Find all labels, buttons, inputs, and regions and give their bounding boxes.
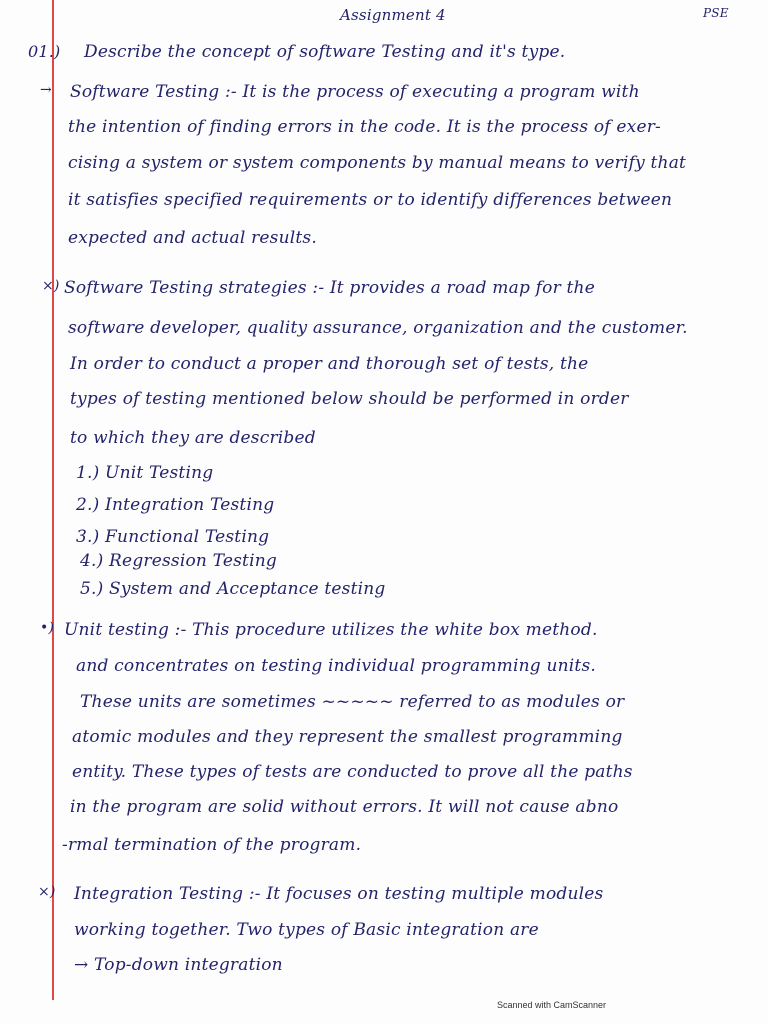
scanner-footer: Scanned with CamScanner — [497, 1000, 607, 1010]
unit-testing-line: and concentrates on testing individual programming units. — [76, 656, 596, 676]
unit-testing-line: Unit testing :- This procedure utilizes the white box method. — [64, 620, 598, 640]
page-title: Assignment 4 — [340, 6, 446, 24]
strategies-line: types of testing mentioned below should be performed in order — [70, 389, 629, 409]
strategies-line: to which they are described — [70, 428, 316, 448]
unit-testing-line: atomic modules and they represent the smallest programming — [72, 727, 623, 747]
dot-marker: •) — [40, 620, 55, 636]
arrow-marker: → — [40, 82, 52, 98]
definition-line: cising a system or system components by manual means to verify that — [68, 153, 687, 173]
unit-testing-line: in the program are solid without errors. It will not cause abno — [70, 797, 619, 817]
list-item: 3.) Functional Testing — [76, 527, 270, 547]
unit-testing-line: These units are sometimes ~~~~~ referred to as modules or — [80, 692, 625, 712]
question-text: Describe the concept of software Testing and it's type. — [84, 42, 566, 62]
strategies-line: software developer, quality assurance, organization and the customer. — [68, 318, 688, 338]
definition-line: Software Testing :- It is the process of executing a program with — [70, 82, 640, 102]
integration-line: working together. Two types of Basic integration are — [74, 920, 539, 940]
definition-line: expected and actual results. — [68, 228, 317, 248]
list-item: 5.) System and Acceptance testing — [80, 579, 386, 599]
corner-label: PSE — [703, 6, 729, 20]
list-item: 1.) Unit Testing — [76, 463, 214, 483]
integration-line: Integration Testing :- It focuses on testing multiple modules — [74, 884, 604, 904]
definition-line: the intention of finding errors in the code. It is the process of exer- — [68, 117, 661, 137]
list-item: 4.) Regression Testing — [80, 551, 277, 571]
list-item: 2.) Integration Testing — [76, 495, 275, 515]
definition-line: it satisfies specified requirements or to identify differences between — [68, 190, 673, 210]
integration-line: → Top-down integration — [74, 955, 283, 975]
cross-marker: ×) — [42, 278, 60, 294]
cross-marker: ×) — [38, 884, 56, 900]
question-number: 01.) — [28, 42, 61, 61]
unit-testing-line: -rmal termination of the program. — [62, 835, 362, 855]
strategies-line: Software Testing strategies :- It provides a road map for the — [64, 278, 595, 298]
strategies-line: In order to conduct a proper and thorough set of tests, the — [70, 354, 589, 374]
margin-line — [52, 0, 54, 1000]
unit-testing-line: entity. These types of tests are conducted to prove all the paths — [72, 762, 633, 782]
